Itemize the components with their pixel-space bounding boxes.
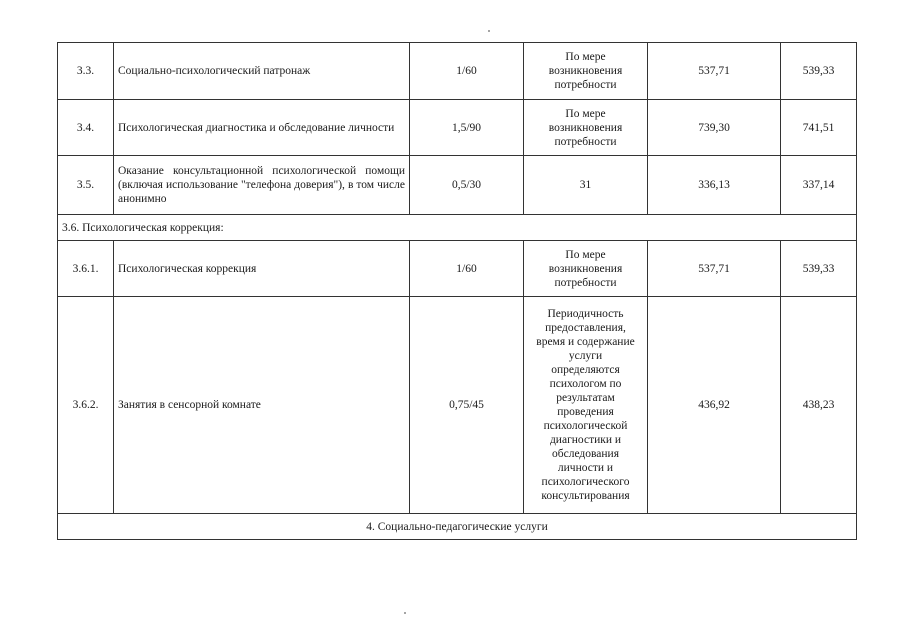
frequency — [524, 241, 648, 297]
frequency-line: психологической — [543, 420, 628, 432]
service-name: Занятия в сенсорной комнате — [114, 297, 410, 514]
price-1: 336,13 — [648, 156, 781, 215]
frequency-line: потребности — [554, 79, 617, 91]
price-1: 436,92 — [648, 297, 781, 514]
frequency-line: консультирования — [541, 490, 630, 502]
services-table — [57, 42, 857, 540]
frequency-line: психологом по — [549, 378, 622, 390]
row-number: 3.4. — [58, 100, 114, 156]
service-name: Социально-психологический патронаж — [114, 43, 410, 100]
price-2: 337,14 — [781, 156, 857, 215]
frequency-line: возникновения — [548, 65, 623, 77]
row-number: 3.3. — [58, 43, 114, 100]
subsection-title: 3.6. Психологическая коррекция: — [58, 215, 857, 241]
time-norm: 1/60 — [410, 241, 524, 297]
frequency-line: потребности — [554, 276, 617, 289]
table-row — [58, 100, 857, 156]
scan-speck — [488, 30, 490, 32]
frequency-line: 31 — [579, 179, 592, 191]
service-name: Оказание консультационной психологической помощи (включая использование "телефона доверия"), в том числе анонимно — [114, 156, 410, 215]
section-title: 4. Социально-педагогические услуги — [58, 514, 857, 540]
row-number: 3.6.2. — [58, 297, 114, 514]
frequency-line: По мере — [565, 107, 606, 120]
frequency — [524, 297, 648, 514]
table-row — [58, 43, 857, 100]
row-number: 3.5. — [58, 156, 114, 215]
frequency-line: предоставления, — [545, 322, 626, 334]
table-row — [58, 156, 857, 215]
frequency — [524, 43, 648, 100]
price-1: 537,71 — [648, 241, 781, 297]
section-row — [58, 514, 857, 540]
frequency-line: психологического — [541, 476, 630, 488]
frequency-line: проведения — [557, 406, 614, 418]
frequency-line: По мере — [565, 248, 606, 261]
frequency — [524, 156, 648, 215]
price-2: 438,23 — [781, 297, 857, 514]
frequency-line: потребности — [554, 135, 617, 148]
frequency-line: Периодичность — [547, 308, 624, 320]
scan-speck — [404, 612, 406, 614]
frequency-line: услуги — [568, 350, 603, 362]
row-number: 3.6.1. — [58, 241, 114, 297]
service-name: Психологическая коррекция — [114, 241, 410, 297]
frequency — [524, 100, 648, 156]
frequency-line: возникновения — [548, 121, 623, 134]
frequency-line: диагностики и — [549, 434, 622, 446]
time-norm: 1/60 — [410, 43, 524, 100]
frequency-line: результатам — [556, 392, 615, 404]
frequency-line: возникновения — [548, 262, 623, 275]
price-2: 539,33 — [781, 43, 857, 100]
frequency-line: обследования — [552, 448, 619, 460]
price-1: 537,71 — [648, 43, 781, 100]
time-norm: 1,5/90 — [410, 100, 524, 156]
frequency-line: время и содержание — [536, 336, 635, 348]
service-name: Психологическая диагностика и обследование личности — [114, 100, 410, 156]
subsection-row — [58, 215, 857, 241]
time-norm: 0,5/30 — [410, 156, 524, 215]
time-norm: 0,75/45 — [410, 297, 524, 514]
price-1: 739,30 — [648, 100, 781, 156]
table-row — [58, 241, 857, 297]
frequency-line: личности и — [557, 462, 614, 474]
table-row — [58, 297, 857, 514]
frequency-line: определяются — [551, 364, 620, 376]
price-2: 741,51 — [781, 100, 857, 156]
price-2: 539,33 — [781, 241, 857, 297]
frequency-line: По мере — [565, 51, 606, 63]
